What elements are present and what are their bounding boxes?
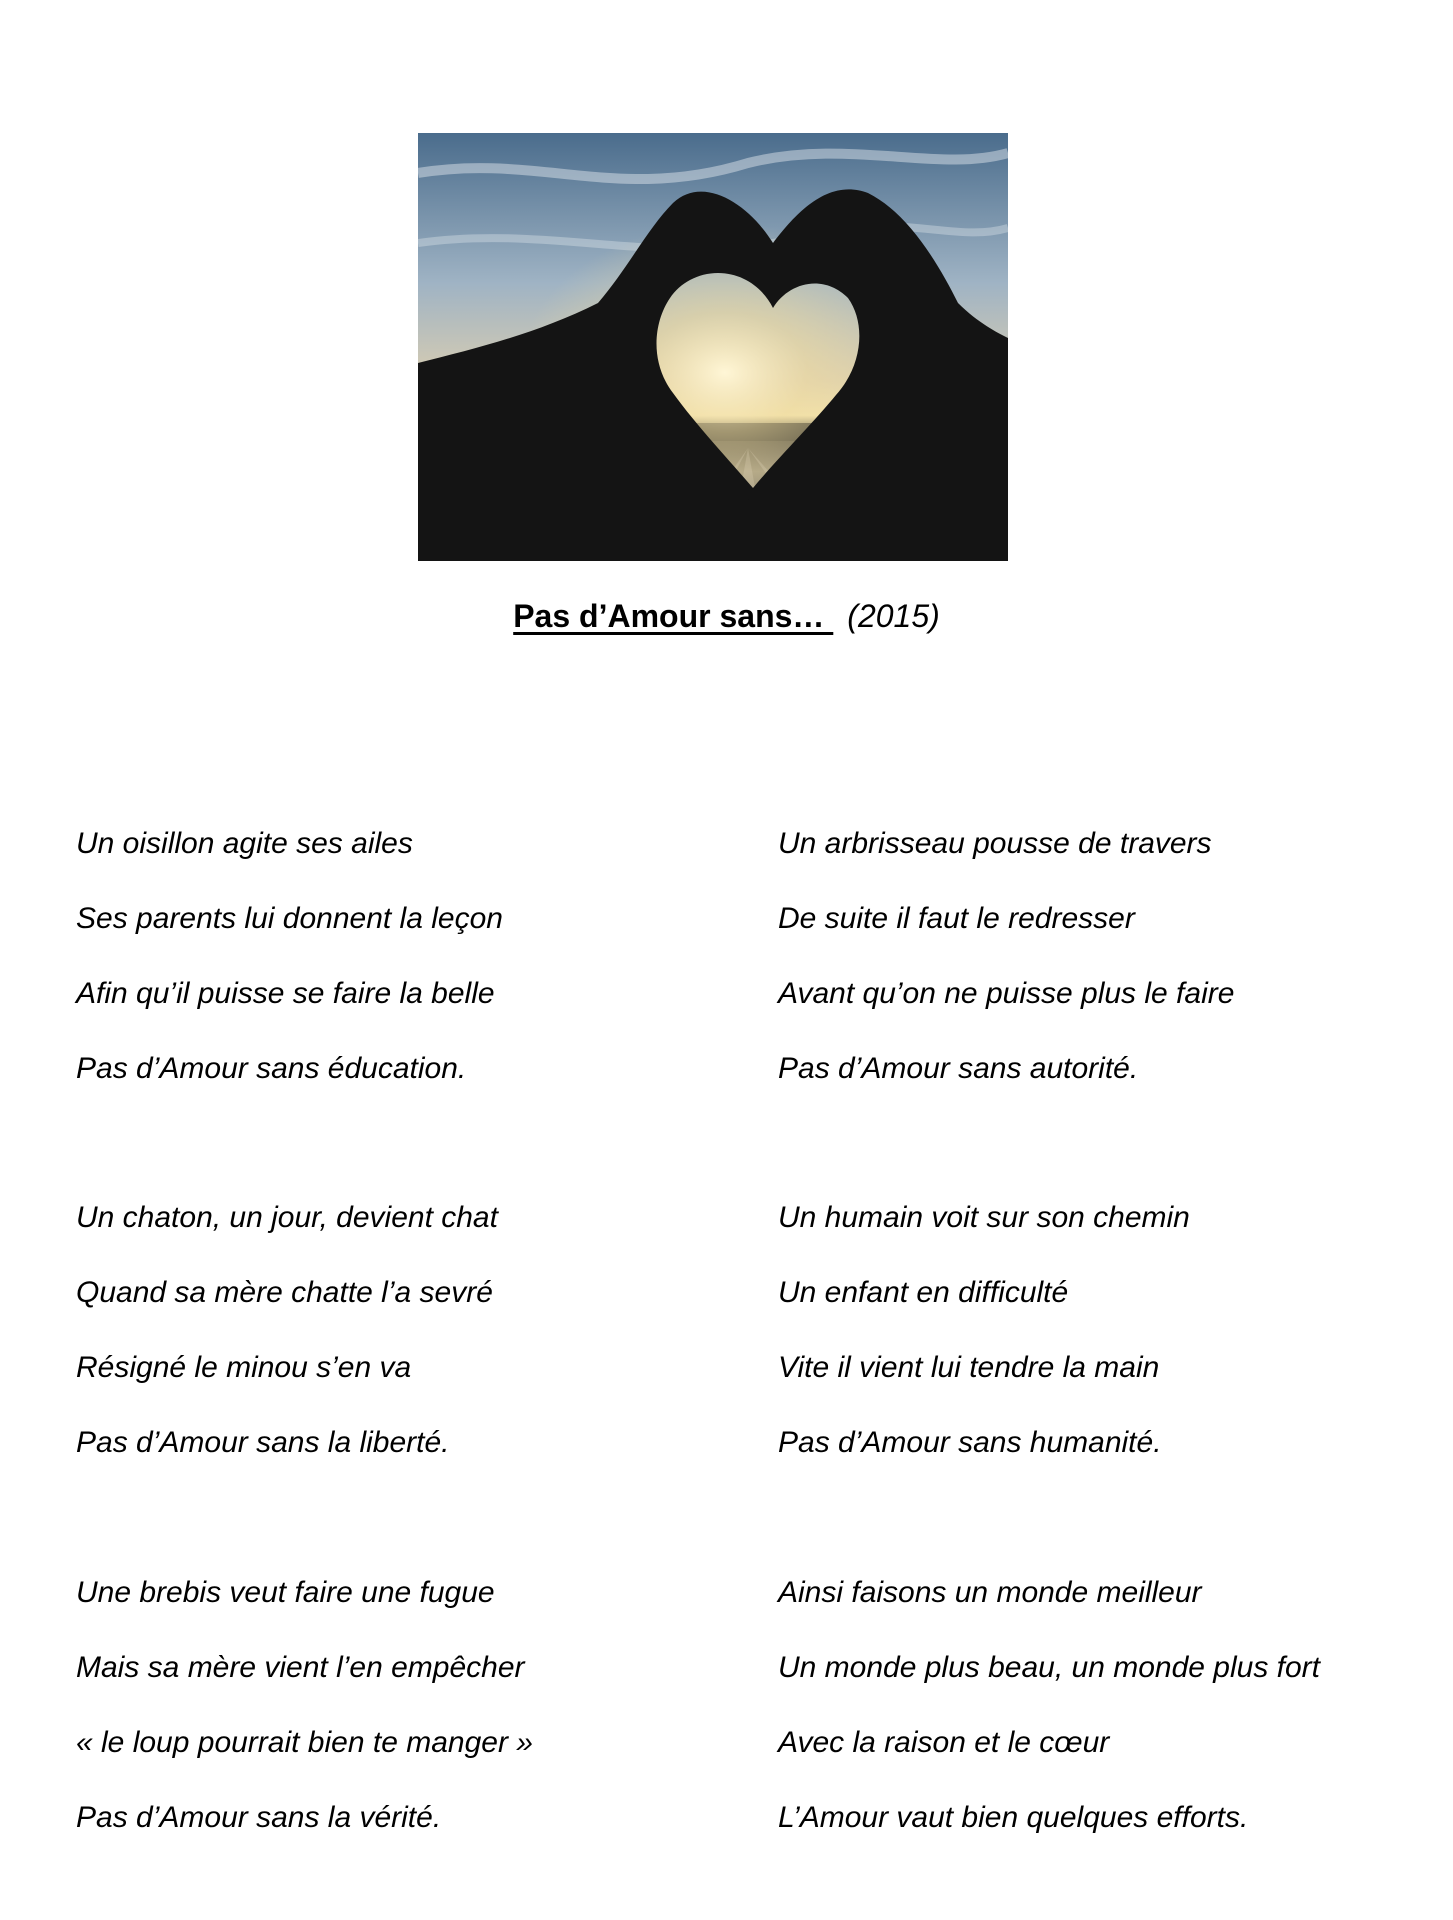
stanza-4	[778, 1200, 1453, 1500]
stanza-line: Ses parents lui donnent la leçon	[76, 902, 503, 935]
stanza-2	[778, 826, 1453, 1126]
stanza-line: Une brebis veut faire une fugue	[76, 1576, 495, 1609]
stanza-line: Un humain voit sur son chemin	[778, 1201, 1190, 1234]
stanza-line: Vite il vient lui tendre la main	[778, 1351, 1160, 1384]
stanza-line: « le loup pourrait bien te manger »	[76, 1726, 533, 1759]
stanza-line: Un enfant en difficulté	[778, 1276, 1069, 1309]
stanza-1	[76, 826, 756, 1126]
poem-title	[0, 592, 1453, 640]
stanza-line: Un chaton, un jour, devient chat	[76, 1201, 498, 1234]
poem-title-main: Pas d’Amour sans…	[513, 598, 834, 634]
stanza-line: Pas d’Amour sans autorité.	[778, 1052, 1139, 1085]
stanza-line: Avant qu’on ne puisse plus le faire	[778, 977, 1235, 1010]
poem-year: (2015)	[847, 598, 940, 634]
stanza-line: Ainsi faisons un monde meilleur	[778, 1576, 1202, 1609]
heart-hands-sunset-photo	[418, 133, 1008, 561]
stanza-line: De suite il faut le redresser	[778, 902, 1135, 935]
stanza-line: Pas d’Amour sans éducation.	[76, 1052, 467, 1085]
stanza-line: Pas d’Amour sans la liberté.	[76, 1426, 450, 1459]
stanza-3	[76, 1200, 756, 1500]
stanza-line: Quand sa mère chatte l’a sevré	[76, 1276, 493, 1309]
stanza-6	[778, 1575, 1453, 1875]
stanza-line: Un arbrisseau pousse de travers	[778, 827, 1212, 860]
stanza-line: L’Amour vaut bien quelques efforts.	[778, 1801, 1249, 1834]
stanza-5	[76, 1575, 756, 1875]
stanza-line: Mais sa mère vient l’en empêcher	[76, 1651, 525, 1684]
stanza-line: Pas d’Amour sans humanité.	[778, 1426, 1162, 1459]
stanza-line: Un oisillon agite ses ailes	[76, 827, 413, 860]
stanza-line: Afin qu’il puisse se faire la belle	[76, 977, 495, 1010]
stanza-line: Résigné le minou s’en va	[76, 1351, 412, 1384]
stanza-line: Avec la raison et le cœur	[778, 1726, 1110, 1759]
stanza-line: Pas d’Amour sans la vérité.	[76, 1801, 442, 1834]
stanza-line: Un monde plus beau, un monde plus fort	[778, 1651, 1321, 1684]
